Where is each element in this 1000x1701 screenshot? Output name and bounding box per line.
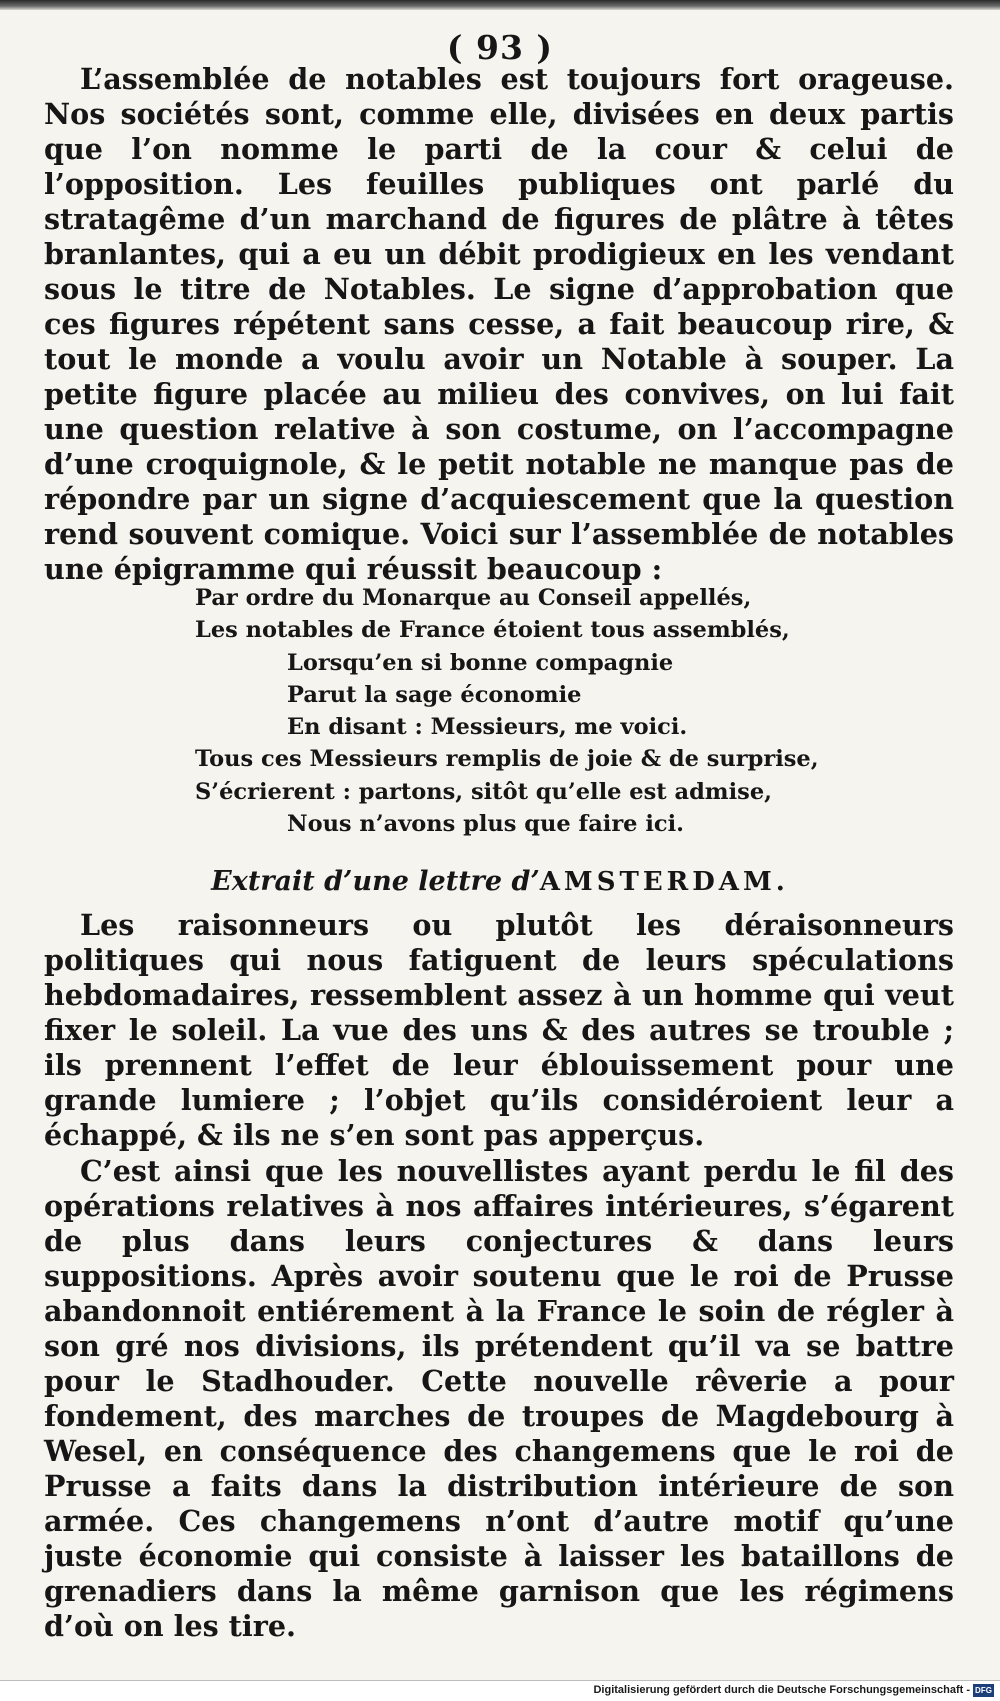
epigram-poem — [195, 582, 895, 840]
page-top-edge — [0, 0, 1000, 10]
digitization-footer — [0, 1680, 1000, 1701]
heading-place: AMSTERDAM. — [539, 867, 789, 897]
poem-line: Lorsqu’en si bonne compagnie — [287, 649, 674, 676]
poem-line: S’écrierent : partons, sitôt qu’elle est admise, — [195, 778, 772, 805]
paragraph-raisonneurs — [44, 908, 954, 1153]
poem-line: Nous n’avons plus que faire ici. — [287, 811, 684, 838]
page-number: ( 93 ) — [446, 28, 554, 67]
poem-line: Par ordre du Monarque au Conseil appellés, — [195, 585, 752, 611]
paragraph-text: C’est ainsi que les nouvellistes ayant perdu le fil des opérations relatives à nos affaires intérieures, s’égarent de plus dans leurs conjectures & dans leurs suppositions. Après avoir soutenu que le roi de Prusse abandonnoit entiérement à la France le soin de régler à son gré nos divisions, ils prétendent qu’il va se battre pour le Stadhouder. Cette nouvelle rêverie a pour fondement, des marches de troupes de Magdebourg à Wesel, en conséquence des changemens que le roi de Prusse a faits dans la distribution intérieure de son armée. Ces changemens n’ont d’autre motif qu’une juste économie qui consiste à laisser les bataillons de grenadiers dans la même garnison que les régimens d’où on les tire. — [44, 1154, 954, 1643]
poem-line: Les notables de France étoient tous assemblés, — [195, 617, 790, 644]
paragraph-nouvellistes — [44, 1154, 954, 1644]
paragraph-notables — [44, 62, 954, 587]
heading-prefix: Extrait d’une lettre d’ — [211, 866, 540, 897]
section-heading — [0, 866, 1000, 897]
poem-line: Tous ces Messieurs remplis de joie & de surprise, — [195, 746, 819, 773]
dfg-logo-icon: DFG — [973, 1684, 994, 1697]
poem-line: En disant : Messieurs, me voici. — [287, 714, 688, 741]
paragraph-text: L’assemblée de notables est toujours fort orageuse. Nos sociétés sont, comme elle, divisées en deux partis que l’on nomme le parti de la cour & celui de l’opposition. Les feuilles publiques ont parlé du stratagême d’un marchand de figures de plâtre à têtes branlantes, qui a eu un débit prodigieux en les vendant sous le titre de Notables. Le signe d’approbation que ces figures répétent sans cesse, a fait beaucoup rire, & tout le monde a voulu avoir un Notable à souper. La petite figure placée au milieu des convives, on lui fait une question relative à son costume, on l’accompagne d’une croquignole, & le petit notable ne manque pas de répondre par un signe d’acquiescement que la question rend souvent comique. Voici sur l’assemblée de notables une épigramme qui réussit beaucoup : — [44, 62, 954, 586]
poem-line: Parut la sage économie — [287, 681, 582, 708]
footer-credit: Digitalisierung gefördert durch die Deutsche Forschungsgemeinschaft - — [593, 1684, 970, 1696]
paragraph-text: Les raisonneurs ou plutôt les déraisonneurs politiques qui nous fatiguent de leurs spéculations hebdomadaires, ressemblent assez à un homme qui veut fixer le soleil. La vue des uns & des autres se trouble ; ils prennent l’effet de leur éblouissement pour une grande lumiere ; l’objet qu’ils considéroient leur a échappé, & ils ne s’en sont pas apperçus. — [44, 908, 954, 1152]
